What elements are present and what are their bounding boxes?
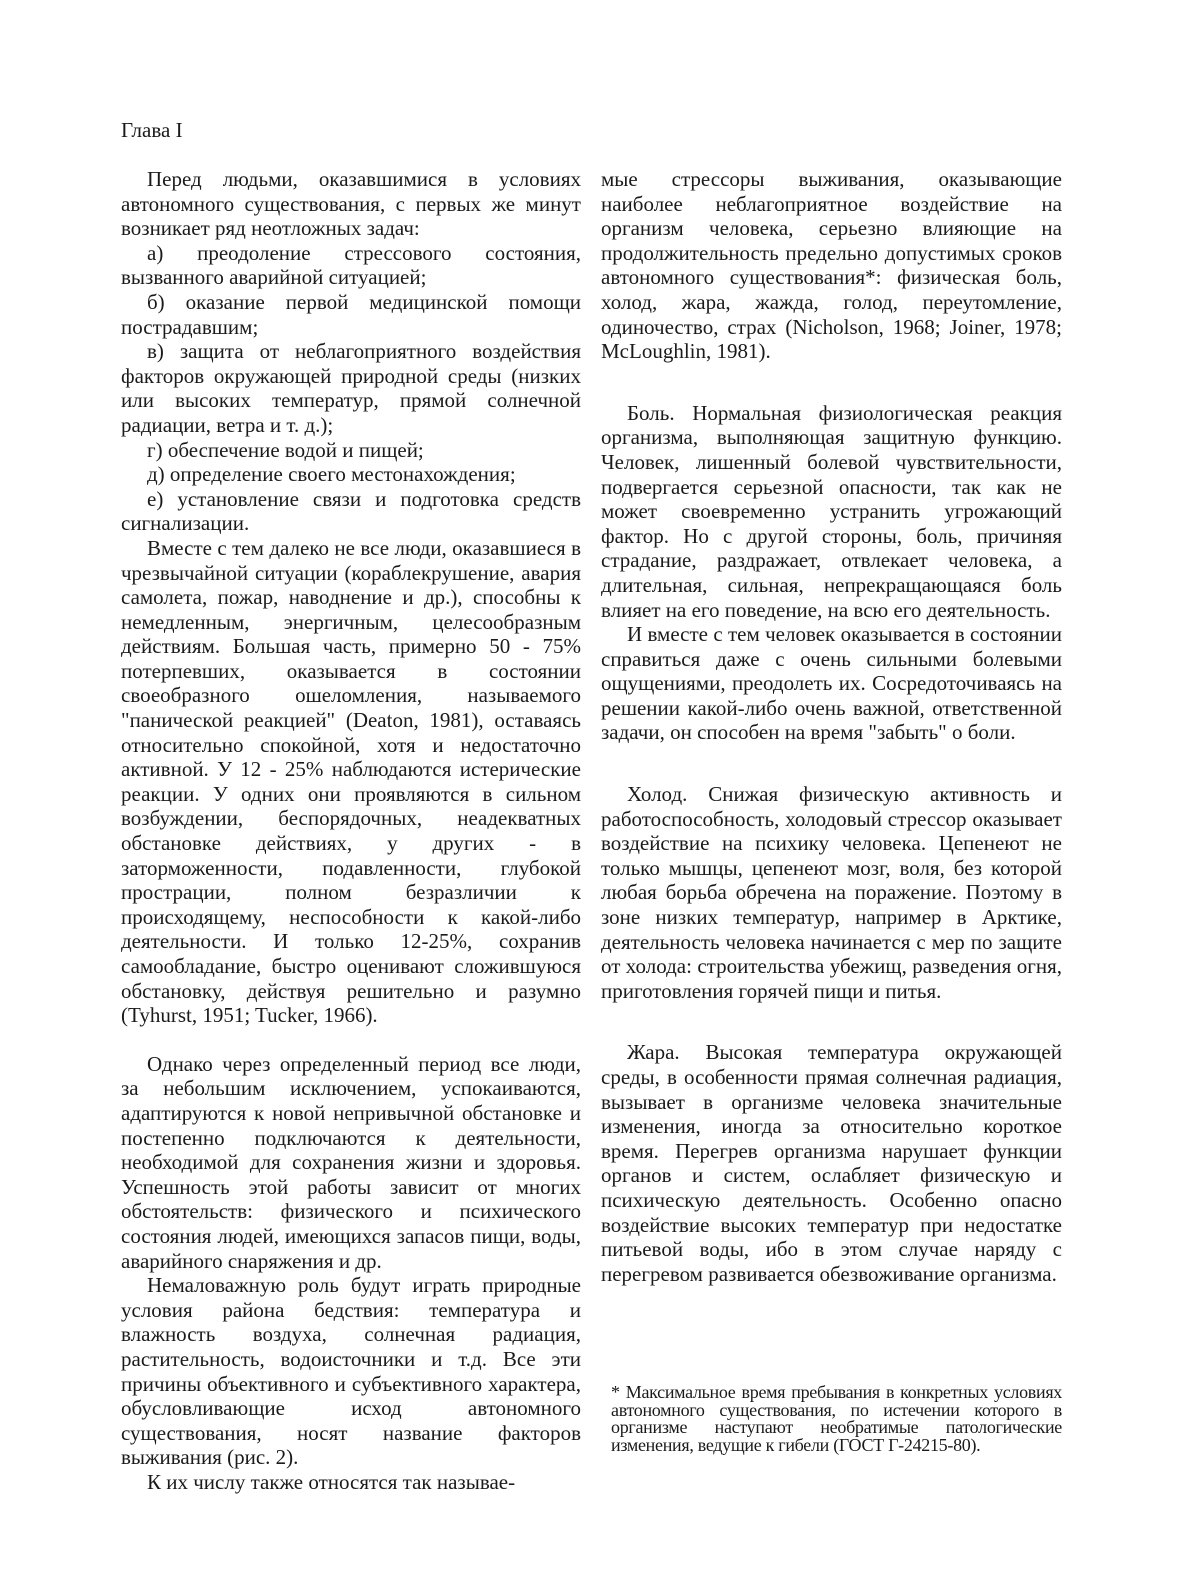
list-item-v: в) защита от неблагоприятного воздействия факторов окружающей природной среды (низких или высоких температур, прямой солнечной радиации, ветра и т. д.); [121,339,581,437]
paragraph-continuation: К их числу также относятся так называе- [147,1469,516,1494]
paragraph-adaptation: Однако через определенный период все люди, за небольшим исключением, успокаиваются, адаптируются к новой непривычной обстановке и постепенно подключаются к деятельности, необходимой для сохранения жизни и здоровья. Успешность этой работы зависит от многих обстоятельств: физического и психического состояния людей, имеющихся запасов пищи, воды, аварийного снаряжения и др. [121,1051,581,1273]
paragraph-stressors: мые стрессоры выживания, оказывающие наиболее неблагоприятное воздействие на организм человека, серьезно влияющие на продолжительность предельно допустимых сроков автономного существования*: физическая боль, холод, жара, жажда, голод, переутомление, одиночество, страх (Nicholson, 1968; Joiner, 1978; McLoughlin, 1981). [601,167,1062,364]
paragraph-cold: Холод. Снижая физическую активность и работоспособность, холодовый стрессор оказывает воздействие на психику человека. Цепенеют не только мышцы, цепенеют мозг, воля, без которой любая борьба обречена на поражение. Поэтому в зоне низких температур, например в Арктике, деятельность человека начинается с мер по защите от холода: строительства убежищ, разведения огня, приготовления горячей пищи и питья. [601,782,1062,1003]
list-item-g: г) обеспечение водой и пищей; [147,437,424,462]
list-item-b: б) оказание первой медицинской помощи пострадавшим; [121,289,581,339]
list-item-a: а) преодоление стрессового состояния, вызванного аварийной ситуацией; [121,240,581,290]
paragraph-reactions: Вместе с тем далеко не все люди, оказавшиеся в чрезвычайной ситуации (кораблекрушение, авария самолета, пожар, наводнение и др.), способны к немедленным, энергичным, целесообразным действиям. Большая часть, примерно 50 - 75% потерпевших, оказывается в состоянии своеобразного ошеломления, называемого "панической реакцией" (Deaton, 1981), оставаясь относительно спокойной, хотя и недостаточно активной. У 12 - 25% наблюдаются истерические реакции. У одних они проявляются в сильном возбуждении, беспорядочных, неадекватных обстановке действиях, у других - в заторможенности, подавленности, глубокой прострации, полном безразличии к происходящему, неспособности к какой-либо деятельности. И только 12-25%, сохранив самообладание, быстро оценивают сложившуюся обстановку, действуя решительно и разумно (Tyhurst, 1951; Tucker, 1966). [121,535,581,1028]
paragraph-heat: Жара. Высокая температура окружающей среды, в особенности прямая солнечная радиация, вызывает в организме человека значительные изменения, иногда за относительно короткое время. Перегрев организма нарушает функции органов и систем, ослабляет физическую и психическую деятельность. Особенно опасно воздействие высоких температур при недостатке питьевой воды, ибо в этом случае наряду с перегревом развивается обезвоживание организма. [601,1040,1062,1286]
chapter-header: Глава I [121,118,183,142]
paragraph-intro: Перед людьми, оказавшимися в условиях автономного существования, с первых же минут возникает ряд неотложных задач: [121,167,581,241]
list-item-e: е) установление связи и подготовка средств сигнализации. [121,486,581,536]
paragraph-survival-factors: Немаловажную роль будут играть природные условия района бедствия: температура и влажность воздуха, солнечная радиация, растительность, водоисточники и т.д. Все эти причины объективного и субъективного характера, обусловливающие исход автономного существования, носят название факторов выживания (рис. 2). [121,1273,581,1470]
right-column [601,167,1062,1286]
list-item-d: д) определение своего местонахождения; [147,462,516,487]
paragraph-pain: Боль. Нормальная физиологическая реакция организма, выполняющая защитную функцию. Человек, лишенный болевой чувствительности, подвергается серьезной опасности, так как не может своевременно устранить угрожающий фактор. Но с другой стороны, боль, причиняя страдание, раздражает, отвлекает человека, а длительная, сильная, непрекращающаяся боль влияет на его поведение, на всю его деятельность. [601,400,1062,622]
left-column [121,167,581,1494]
paragraph-pain-overcome: И вместе с тем человек оказывается в состоянии справиться даже с очень сильными болевыми ощущениями, преодолеть их. Сосредоточиваясь на решении какой-либо очень важной, ответственной задачи, он способен на время "забыть" о боли. [601,622,1062,745]
footnote: * Максимальное время пребывания в конкретных условиях автономного существования, по истечении которого в организме наступают необратимые патологические изменения, ведущие к гибели (ГОСТ Г-24215-80). [611,1382,1062,1455]
